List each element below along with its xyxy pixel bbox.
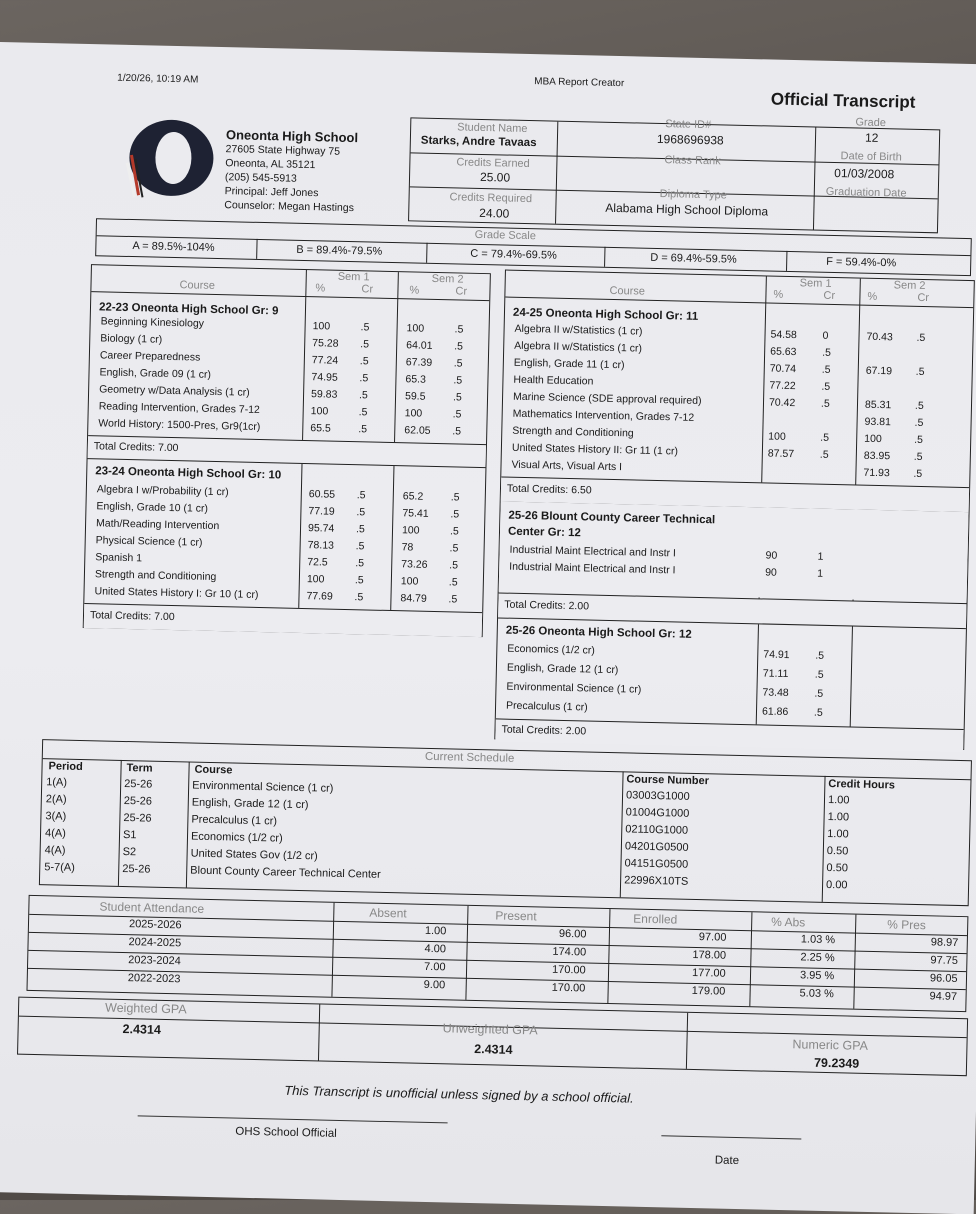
state-id: 1968696938 [656, 131, 724, 148]
schedule-row: 4(A) S1 Economics (1/2 cr) 04201G0500 0.50 [44, 827, 849, 858]
term-total-credits: Total Credits: 7.00 [89, 609, 175, 624]
attendance-header-enrolled: Enrolled [633, 911, 678, 927]
schedule-row: 3(A) 25-26 Precalculus (1 cr) 02110G1000 1.00 [45, 810, 849, 841]
school-phone: (205) 545-5913 [224, 171, 297, 185]
student-name-label: Student Name [457, 121, 528, 135]
term-title-line-2: Center Gr: 12 [507, 525, 581, 540]
attendance-row: 2023-2024 7.00 170.00 177.00 3.95 % 96.05 [128, 954, 958, 985]
state-id-label: State ID# [665, 118, 712, 132]
left-col-sem2-cr: Cr [455, 285, 468, 298]
attendance-row: 2024-2025 4.00 174.00 178.00 2.25 % 97.75 [128, 936, 959, 967]
print-datetime: 1/20/26, 10:19 AM [117, 72, 199, 86]
diploma-type-label: Diploma Type [659, 188, 727, 202]
course-row: Marine Science (SDE approval required) 70.42 .5 85.31 .5 [512, 390, 924, 413]
schedule-header-course: Course [194, 763, 233, 777]
term-total-credits: Total Credits: 2.00 [504, 598, 590, 613]
course-row: Strength and Conditioning 100 .5 100 .5 [94, 568, 458, 589]
right-col-sem2-header: Sem 2 [893, 279, 926, 293]
left-col-sem1-header: Sem 1 [337, 270, 370, 284]
course-row: Spanish 1 72.5 .5 73.26 .5 [95, 551, 459, 572]
term-title: 22-23 Oneonta High School Gr: 9 [98, 301, 279, 318]
career-center-term [499, 501, 969, 602]
diploma-type: Alabama High School Diploma [605, 200, 769, 219]
course-row: Beginning Kinesiology 100 .5 100 .5 [100, 315, 464, 336]
attendance-header-pct-abs: % Abs [771, 914, 806, 930]
course-row: Visual Arts, Visual Arts I 71.93 .5 [511, 458, 923, 481]
grade-scale-b: B = 89.4%-79.5% [296, 243, 383, 258]
schedule-row: 1(A) 25-26 Environmental Science (1 cr) 03003G1000 1.00 [46, 776, 850, 807]
course-row: United States History I: Gr 10 (1 cr) 77.69 .5 84.79 .5 [94, 585, 458, 606]
credits-required-label: Credits Required [449, 191, 533, 206]
schedule-row: 2(A) 25-26 English, Grade 12 (1 cr) 01004G1000 1.00 [45, 793, 850, 824]
right-col-sem2-cr: Cr [917, 291, 930, 305]
left-col-sem1-cr: Cr [361, 283, 374, 296]
grade-scale-c: C = 79.4%-69.5% [470, 247, 557, 262]
left-col-sem1-pct: % [315, 282, 326, 295]
numeric-gpa-value: 79.2349 [813, 1055, 860, 1071]
credits-earned-label: Credits Earned [456, 156, 530, 171]
school-address-1: 27605 State Highway 75 [225, 143, 341, 158]
student-name: Starks, Andre Tavaas [420, 134, 537, 150]
course-row: United States History II: Gr 11 (1 cr) 87.57 .5 83.95 .5 [511, 441, 923, 464]
course-row: Biology (1 cr) 75.28 .5 64.01 .5 [100, 332, 464, 353]
schedule-header-term: Term [126, 762, 153, 775]
course-row: Algebra II w/Statistics (1 cr) 65.63 .5 [514, 339, 832, 359]
attendance-header-label: Student Attendance [99, 899, 205, 916]
unweighted-gpa-label: Unweighted GPA [442, 1021, 538, 1038]
term-title: 23-24 Oneonta High School Gr: 10 [95, 465, 282, 482]
course-row: English, Grade 11 (1 cr) 70.74 .5 67.19 .5 [513, 356, 925, 379]
course-row: Mathematics Intervention, Grades 7-12 93.81 .5 [512, 407, 924, 430]
dob-value: 01/03/2008 [834, 165, 895, 182]
term-courses [498, 642, 966, 719]
dob-label: Date of Birth [840, 150, 902, 164]
credits-required: 24.00 [479, 205, 510, 221]
weighted-gpa-value: 2.4314 [122, 1022, 162, 1037]
transcript-paper [0, 42, 976, 1214]
grade-scale-d: D = 69.4%-59.5% [650, 251, 737, 266]
school-address-2: Oneonta, AL 35121 [225, 157, 316, 172]
course-row: Career Preparedness 77.24 .5 67.39 .5 [99, 349, 463, 370]
term-title: 25-26 Oneonta High School Gr: 12 [505, 624, 692, 641]
course-row: English, Grade 12 (1 cr) 71.11 .5 [506, 661, 824, 681]
right-terms-panel [494, 270, 975, 751]
numeric-gpa-label: Numeric GPA [792, 1037, 869, 1053]
right-col-sem1-cr: Cr [823, 289, 836, 303]
left-col-course-header: Course [179, 279, 216, 292]
term-courses [87, 483, 485, 606]
course-row: Strength and Conditioning 100 .5 100 .5 [512, 424, 924, 447]
attendance-row: 2022-2023 9.00 170.00 179.00 5.03 % 94.97 [127, 972, 958, 1003]
current-schedule-box [39, 739, 972, 906]
credits-earned: 25.00 [479, 169, 511, 185]
grade-scale-a: A = 89.5%-104% [132, 240, 215, 254]
course-row: Math/Reading Intervention 95.74 .5 100 .5 [95, 517, 459, 538]
course-row: Precalculus (1 cr) 61.86 .5 [505, 699, 823, 719]
schedule-title: Current Schedule [424, 750, 515, 765]
date-signature-label: Date [714, 1154, 740, 1168]
course-row: Algebra II w/Statistics (1 cr) 54.58 0 70.43 .5 [514, 322, 926, 345]
right-col-course-header: Course [609, 284, 646, 298]
schedule-header-course-number: Course Number [626, 773, 710, 788]
schedule-row: 5-7(A) 25-26 Blount County Career Technical Center 22996X10TS 0.00 [44, 861, 848, 892]
right-col-sem1-header: Sem 1 [799, 277, 832, 290]
term-total-credits: Total Credits: 2.00 [501, 723, 587, 738]
course-row: Algebra I w/Probability (1 cr) 60.55 .5 65.2 .5 [96, 483, 460, 504]
attendance-box [26, 895, 968, 1012]
school-logo-icon [124, 115, 218, 201]
left-col-sem2-header: Sem 2 [431, 272, 464, 286]
unweighted-gpa-value: 2.4314 [474, 1042, 513, 1057]
course-row: World History: 1500-Pres, Gr9(1cr) 65.5 .5 62.05 .5 [98, 417, 462, 438]
term-courses [91, 315, 489, 438]
course-row: Reading Intervention, Grades 7-12 100 .5 100 .5 [98, 400, 462, 421]
document-title: Official Transcript [770, 89, 916, 112]
course-row: English, Grade 09 (1 cr) 74.95 .5 65.3 .5 [99, 366, 463, 387]
grade-scale-title: Grade Scale [474, 228, 537, 243]
schedule-header-credit-hours: Credit Hours [828, 777, 896, 792]
course-row: Physical Science (1 cr) 78.13 .5 78 .5 [95, 534, 459, 555]
attendance-header-present: Present [495, 908, 537, 924]
left-terms-panel [83, 264, 491, 637]
student-info-box [408, 117, 940, 233]
weighted-gpa-label: Weighted GPA [104, 1000, 187, 1017]
term-total-credits: Total Credits: 6.50 [506, 482, 592, 497]
course-row: Economics (1/2 cr) 74.91 .5 [507, 642, 825, 662]
official-signature-label: OHS School Official [235, 1125, 337, 1140]
graduation-date-label: Graduation Date [825, 185, 907, 200]
course-row: Industrial Maint Electrical and Instr I 90 1 [509, 543, 824, 563]
school-principal: Principal: Jeff Jones [224, 185, 319, 200]
course-row: Geometry w/Data Analysis (1 cr) 59.83 .5 59.5 .5 [99, 383, 462, 404]
course-row: Environmental Science (1 cr) 73.48 .5 [506, 680, 824, 700]
term-total-credits: Total Credits: 7.00 [93, 440, 179, 455]
term-courses [505, 322, 973, 481]
class-rank-label: Class Rank [664, 154, 721, 168]
right-col-sem1-pct: % [773, 288, 784, 301]
grade-scale-f: F = 59.4%-0% [826, 255, 897, 270]
app-name: MBA Report Creator [534, 76, 625, 90]
schedule-header-period: Period [48, 760, 83, 774]
term-title: 24-25 Oneonta High School Gr: 11 [512, 306, 699, 323]
school-counselor: Counselor: Megan Hastings [224, 199, 355, 215]
official-signature-line [138, 1115, 448, 1123]
attendance-header-absent: Absent [369, 905, 407, 921]
term-title-line-1: 25-26 Blount County Career Technical [508, 509, 716, 527]
course-row: Industrial Maint Electrical and Instr I 90 1 [509, 560, 824, 580]
schedule-row: 4(A) S2 United States Gov (1/2 cr) 04151G0500 0.50 [44, 844, 849, 875]
course-row: Health Education 77.22 .5 [513, 373, 831, 393]
unofficial-notice: This Transcript is unofficial unless signed by a school official. [284, 1082, 634, 1106]
grade-label: Grade [855, 116, 887, 130]
right-col-sem2-pct: % [867, 290, 878, 303]
grade-value: 12 [864, 130, 879, 145]
course-row: English, Grade 10 (1 cr) 77.19 .5 75.41 .5 [96, 500, 460, 521]
date-signature-line [661, 1135, 801, 1139]
attendance-row: 2025-2026 1.00 96.00 97.00 1.03 % 98.97 [128, 918, 959, 949]
school-name: Oneonta High School [225, 127, 359, 146]
attendance-header-pct-pres: % Pres [887, 917, 927, 933]
left-col-sem2-pct: % [409, 284, 420, 297]
